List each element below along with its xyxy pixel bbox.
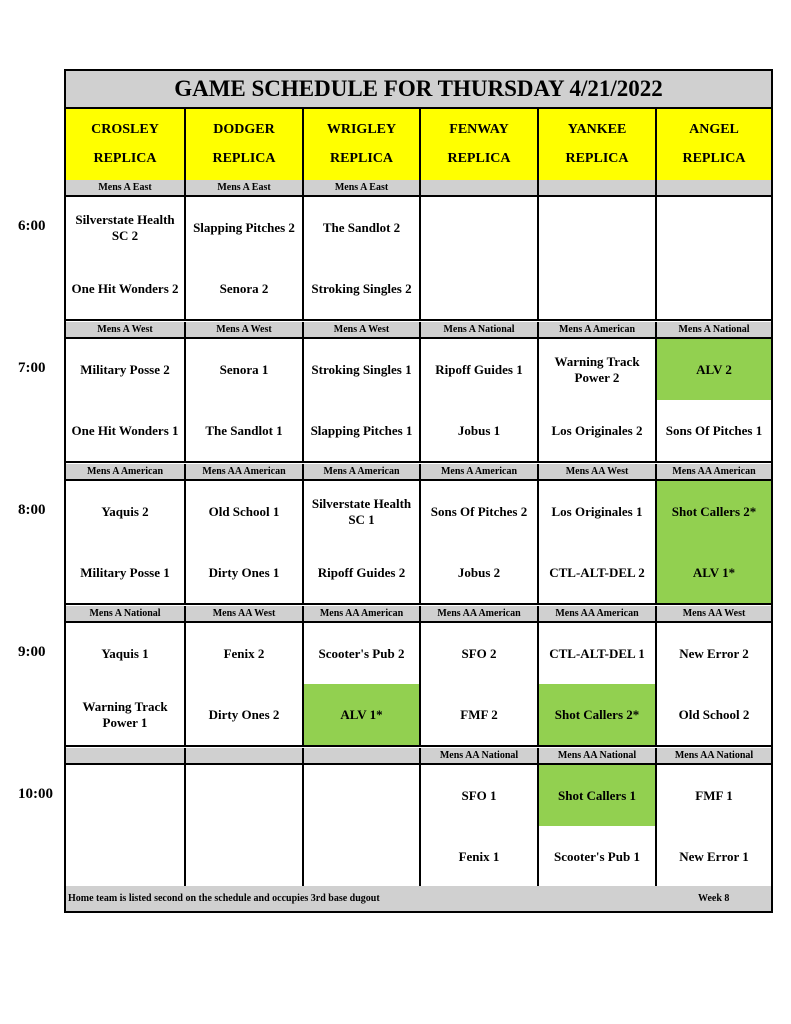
field-cell bbox=[66, 623, 184, 745]
division-label: Mens A National bbox=[89, 608, 161, 619]
field-cell bbox=[655, 197, 771, 319]
team-name bbox=[186, 765, 302, 826]
field-name-line1: CROSLEY bbox=[91, 121, 159, 137]
team-name: Dirty Ones 2 bbox=[208, 706, 280, 722]
division-label bbox=[66, 748, 184, 763]
team-name bbox=[657, 258, 771, 319]
team-name bbox=[539, 258, 655, 319]
team-name: Military Posse 1 bbox=[80, 564, 170, 580]
team-name: Los Originales 1 bbox=[551, 503, 643, 519]
field-cell bbox=[419, 339, 537, 461]
field-cell bbox=[537, 623, 655, 745]
field-name-line2: REPLICA bbox=[682, 151, 746, 167]
field-cell bbox=[184, 339, 302, 461]
field-cell bbox=[302, 339, 419, 461]
division-label: Mens AA National bbox=[537, 748, 655, 763]
field-name-line2: REPLICA bbox=[329, 151, 393, 167]
team-name: Jobus 1 bbox=[457, 422, 501, 438]
team-name: Scooter's Pub 2 bbox=[318, 645, 405, 661]
field-name-line2: REPLICA bbox=[93, 151, 157, 167]
field-cell bbox=[66, 765, 184, 887]
division-row bbox=[66, 748, 771, 765]
field-name-line1: FENWAY bbox=[449, 121, 509, 137]
team-name: FMF 1 bbox=[695, 787, 733, 803]
team-name: One Hit Wonders 1 bbox=[71, 422, 179, 438]
team-name: Stroking Singles 1 bbox=[311, 361, 412, 377]
team-name: One Hit Wonders 2 bbox=[71, 280, 179, 296]
field-cell bbox=[655, 765, 771, 887]
team-name: Sons Of Pitches 1 bbox=[665, 422, 763, 438]
division-label: Mens A West bbox=[97, 324, 153, 335]
team-name: Slapping Pitches 2 bbox=[193, 219, 295, 235]
division-row bbox=[66, 606, 771, 623]
team-name: New Error 1 bbox=[679, 848, 749, 864]
schedule-table bbox=[64, 69, 773, 913]
field-header bbox=[655, 109, 771, 180]
footer-note: Home team is listed second on the schedule and occupies 3rd base dugout bbox=[68, 893, 380, 904]
division-label: Mens A East bbox=[98, 182, 152, 193]
field-cell bbox=[655, 623, 771, 745]
team-name: Senora 1 bbox=[219, 361, 269, 377]
division-label: Mens A East bbox=[184, 180, 302, 195]
field-header bbox=[537, 109, 655, 180]
team-name bbox=[539, 197, 655, 258]
field-cell bbox=[419, 197, 537, 319]
team-name: CTL-ALT-DEL 1 bbox=[549, 645, 645, 661]
team-name: Senora 2 bbox=[219, 280, 269, 296]
division-label bbox=[537, 180, 655, 195]
division-label: Mens AA West bbox=[537, 464, 655, 479]
week-label: Week 8 bbox=[698, 893, 730, 904]
division-label: Mens A American bbox=[86, 466, 164, 477]
team-name: Old School 2 bbox=[678, 706, 750, 722]
field-header bbox=[302, 109, 419, 180]
division-label: Mens AA National bbox=[419, 748, 537, 763]
team-name: Slapping Pitches 1 bbox=[310, 422, 413, 438]
field-name-line2: REPLICA bbox=[447, 151, 511, 167]
time-label: 6:00 bbox=[18, 218, 46, 234]
division-row bbox=[66, 322, 771, 339]
team-name: Los Originales 2 bbox=[551, 422, 643, 438]
division-label: Mens A National bbox=[655, 322, 771, 337]
field-name-line1: YANKEE bbox=[567, 121, 627, 137]
field-cell bbox=[66, 197, 184, 319]
division-label: Mens AA American bbox=[184, 464, 302, 479]
field-cell bbox=[537, 197, 655, 319]
team-name: Silverstate Health SC 1 bbox=[311, 495, 412, 527]
field-header-row bbox=[66, 109, 771, 182]
team-name: Dirty Ones 1 bbox=[208, 564, 280, 580]
field-name-line2: REPLICA bbox=[212, 151, 276, 167]
time-slot-row bbox=[66, 623, 771, 747]
field-cell bbox=[537, 481, 655, 603]
team-name: Shot Callers 1 bbox=[539, 765, 655, 826]
team-name: ALV 1* bbox=[304, 684, 419, 745]
team-name bbox=[66, 826, 184, 887]
division-label: Mens A American bbox=[419, 464, 537, 479]
team-name: ALV 2 bbox=[657, 339, 771, 400]
time-label: 7:00 bbox=[18, 360, 46, 376]
field-cell bbox=[184, 481, 302, 603]
division-label: Mens AA American bbox=[537, 606, 655, 621]
team-name: Stroking Singles 2 bbox=[311, 280, 412, 296]
team-name: Silverstate Health SC 2 bbox=[75, 211, 175, 243]
field-cell bbox=[537, 339, 655, 461]
team-name: New Error 2 bbox=[679, 645, 749, 661]
team-name: CTL-ALT-DEL 2 bbox=[549, 564, 645, 580]
division-label: Mens AA West bbox=[655, 606, 771, 621]
time-slot-row bbox=[66, 197, 771, 321]
team-name: Old School 1 bbox=[208, 503, 280, 519]
field-cell bbox=[184, 765, 302, 887]
field-cell bbox=[184, 197, 302, 319]
field-cell bbox=[655, 481, 771, 603]
division-label: Mens A National bbox=[419, 322, 537, 337]
team-name: Military Posse 2 bbox=[80, 361, 170, 377]
team-name: Ripoff Guides 2 bbox=[317, 564, 406, 580]
team-name: Yaquis 2 bbox=[101, 503, 149, 519]
field-cell bbox=[302, 481, 419, 603]
division-label bbox=[184, 748, 302, 763]
division-row bbox=[66, 180, 771, 197]
field-cell bbox=[66, 481, 184, 603]
page-title: GAME SCHEDULE FOR THURSDAY 4/21/2022 bbox=[66, 71, 771, 109]
team-name: Fenix 2 bbox=[223, 645, 265, 661]
division-label: Mens AA American bbox=[655, 464, 771, 479]
field-cell bbox=[302, 623, 419, 745]
field-name-line1: WRIGLEY bbox=[326, 121, 397, 137]
team-name: SFO 1 bbox=[461, 787, 497, 803]
field-header bbox=[419, 109, 537, 180]
field-name-line2: REPLICA bbox=[565, 151, 629, 167]
field-name-line1: DODGER bbox=[213, 121, 275, 137]
field-cell bbox=[66, 339, 184, 461]
division-label: Mens A American bbox=[537, 322, 655, 337]
division-row bbox=[66, 464, 771, 481]
field-cell bbox=[419, 623, 537, 745]
team-name bbox=[657, 197, 771, 258]
division-label: Mens AA American bbox=[302, 606, 419, 621]
field-header bbox=[66, 109, 184, 180]
team-name: The Sandlot 2 bbox=[322, 219, 401, 235]
team-name: Shot Callers 2* bbox=[657, 481, 771, 542]
footer-bar bbox=[66, 886, 771, 911]
division-label: Mens AA National bbox=[655, 748, 771, 763]
field-cell bbox=[302, 765, 419, 887]
team-name: Fenix 1 bbox=[458, 848, 500, 864]
field-header bbox=[184, 109, 302, 180]
division-label: Mens A American bbox=[302, 464, 419, 479]
team-name bbox=[66, 765, 184, 826]
field-cell bbox=[184, 623, 302, 745]
team-name bbox=[304, 826, 419, 887]
team-name: The Sandlot 1 bbox=[205, 422, 283, 438]
team-name bbox=[421, 197, 537, 258]
team-name: Yaquis 1 bbox=[101, 645, 149, 661]
field-cell bbox=[419, 765, 537, 887]
division-label: Mens AA West bbox=[184, 606, 302, 621]
team-name: Ripoff Guides 1 bbox=[435, 361, 523, 377]
field-name-line1: ANGEL bbox=[689, 121, 739, 137]
division-label: Mens A West bbox=[302, 322, 419, 337]
team-name: ALV 1* bbox=[657, 542, 771, 603]
team-name: Warning Track Power 2 bbox=[554, 353, 640, 385]
division-label: Mens A West bbox=[184, 322, 302, 337]
team-name: Sons Of Pitches 2 bbox=[430, 503, 528, 519]
team-name bbox=[304, 765, 419, 826]
team-name: Shot Callers 2* bbox=[539, 684, 655, 745]
team-name: Jobus 2 bbox=[457, 564, 501, 580]
team-name bbox=[186, 826, 302, 887]
time-label: 10:00 bbox=[18, 786, 53, 802]
time-slot-row bbox=[66, 339, 771, 463]
division-label: Mens A East bbox=[302, 180, 419, 195]
team-name: Scooter's Pub 1 bbox=[554, 848, 640, 864]
division-label: Mens AA American bbox=[419, 606, 537, 621]
field-cell bbox=[302, 197, 419, 319]
team-name bbox=[421, 258, 537, 319]
time-label: 8:00 bbox=[18, 502, 46, 518]
team-name: SFO 2 bbox=[461, 645, 497, 661]
time-slot-row bbox=[66, 481, 771, 605]
time-label: 9:00 bbox=[18, 644, 46, 660]
division-label bbox=[419, 180, 537, 195]
division-label bbox=[655, 180, 771, 195]
team-name: Warning Track Power 1 bbox=[82, 698, 168, 730]
field-cell bbox=[537, 765, 655, 887]
field-cell bbox=[655, 339, 771, 461]
time-slot-row bbox=[66, 765, 771, 889]
division-label bbox=[302, 748, 419, 763]
field-cell bbox=[419, 481, 537, 603]
team-name: FMF 2 bbox=[460, 706, 498, 722]
